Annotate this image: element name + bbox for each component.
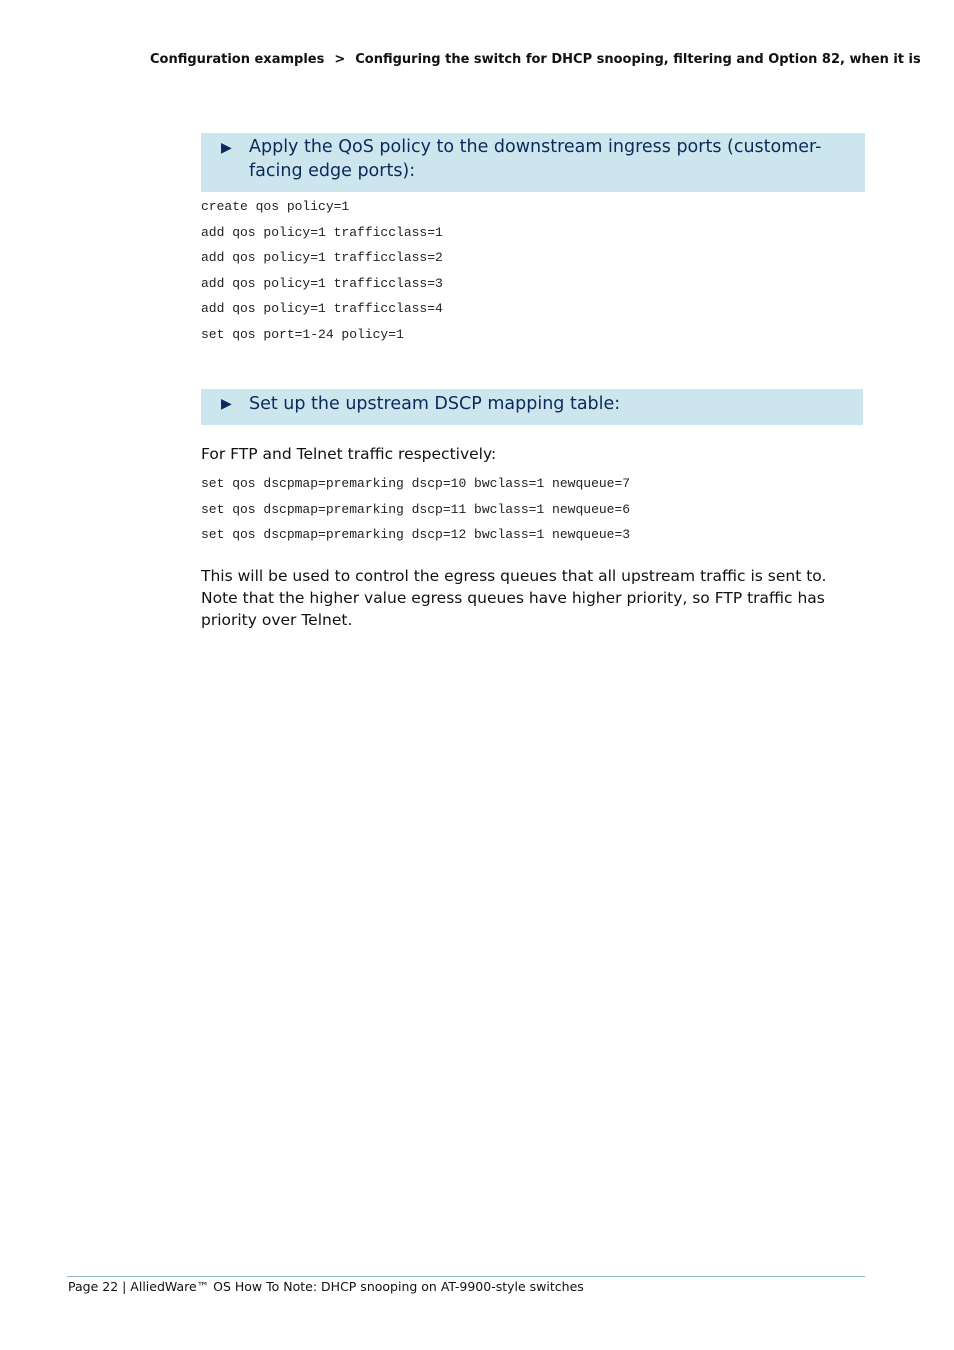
step-callout-dscp-mapping xyxy=(201,389,863,425)
code-line: add qos policy=1 trafficclass=3 xyxy=(201,275,443,291)
body-paragraph: This will be used to control the egress queues that all upstream traffic is sent to. Note that the higher value egress queues have higher priority, so FTP traffic has priority over Telnet. xyxy=(201,567,827,629)
step-text: Set up the upstream DSCP mapping table: xyxy=(249,394,621,414)
code-line: set qos port=1-24 policy=1 xyxy=(201,326,404,342)
page-header xyxy=(150,52,921,67)
header-subsection: Configuring the switch for DHCP snooping, filtering and Option 82, when it is xyxy=(355,52,921,67)
step-callout-apply-qos xyxy=(201,133,865,192)
code-block-qos-policy xyxy=(201,198,443,352)
step-text: Apply the QoS policy to the downstream ingress ports (customer-facing edge ports): xyxy=(249,137,822,181)
page-footer: Page 22 | AlliedWare™ OS How To Note: DHCP snooping on AT-9900-style switches xyxy=(68,1279,584,1294)
triangle-right-icon: ▶ xyxy=(221,396,232,412)
header-section: Configuration examples xyxy=(150,52,325,67)
triangle-right-icon: ▶ xyxy=(221,140,232,156)
code-line: add qos policy=1 trafficclass=1 xyxy=(201,224,443,240)
code-block-dscp-map xyxy=(201,475,630,552)
breadcrumb-separator: > xyxy=(334,52,346,67)
code-line: set qos dscpmap=premarking dscp=11 bwclass=1 newqueue=6 xyxy=(201,501,631,517)
code-line: add qos policy=1 trafficclass=2 xyxy=(201,250,443,266)
code-line: set qos dscpmap=premarking dscp=12 bwclass=1 newqueue=3 xyxy=(201,527,631,543)
code-line: add qos policy=1 trafficclass=4 xyxy=(201,301,443,317)
intro-paragraph: For FTP and Telnet traffic respectively: xyxy=(201,445,497,463)
code-line: set qos dscpmap=premarking dscp=10 bwclass=1 newqueue=7 xyxy=(201,476,631,491)
code-line: create qos policy=1 xyxy=(201,199,350,214)
footer-divider xyxy=(67,1276,865,1277)
